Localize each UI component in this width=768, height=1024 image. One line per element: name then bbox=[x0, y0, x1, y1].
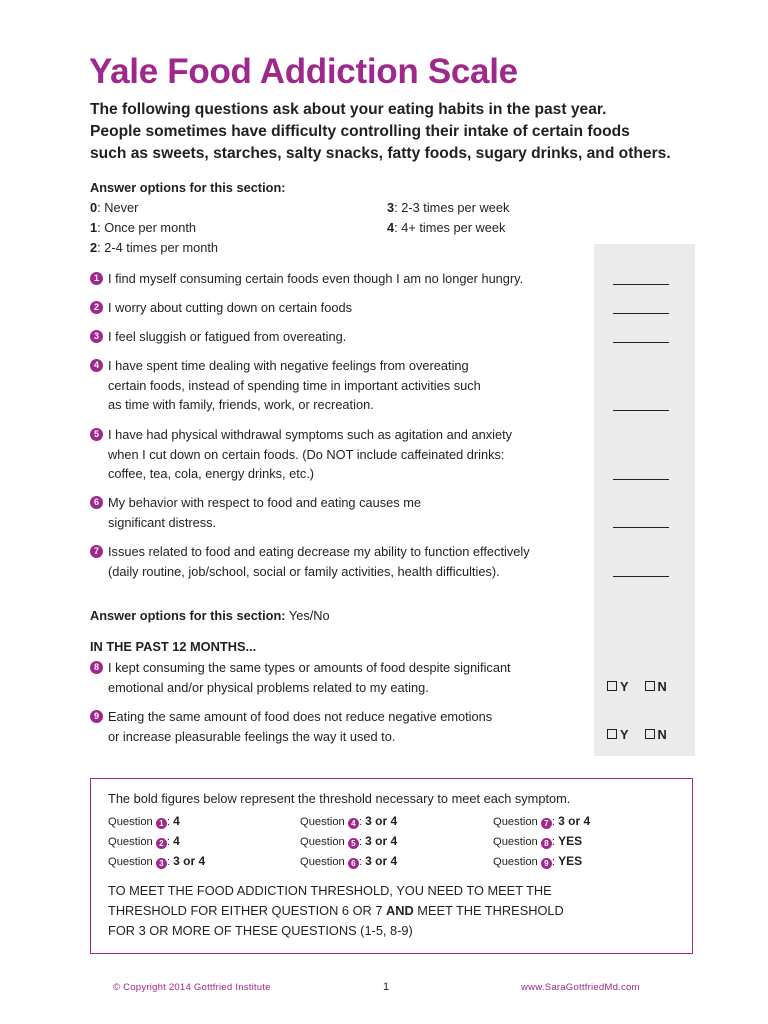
yes-no-9 bbox=[607, 727, 667, 742]
yes-checkbox[interactable] bbox=[607, 729, 617, 739]
yes-label: Y bbox=[620, 679, 629, 694]
question-text: I have spent time dealing with negative feelings from overeating bbox=[108, 358, 469, 373]
question-text: (daily routine, job/school, social or family activities, health difficulties). bbox=[108, 563, 500, 579]
yes-no-8 bbox=[607, 679, 667, 694]
answer-blank-1[interactable] bbox=[613, 284, 669, 285]
question-text: I feel sluggish or fatigued from overeating. bbox=[108, 329, 347, 344]
no-label: N bbox=[657, 727, 667, 742]
question-number-badge: 2 bbox=[90, 301, 103, 314]
question-number-badge: 7 bbox=[90, 545, 103, 558]
answer-blank-4[interactable] bbox=[613, 410, 669, 411]
answer-option-0: 0: Never bbox=[90, 200, 139, 215]
yes-checkbox[interactable] bbox=[607, 681, 617, 691]
answer-option-1: 1: Once per month bbox=[90, 220, 196, 235]
section2-heading: Answer options for this section: Yes/No bbox=[90, 608, 330, 623]
question-number-badge: 5 bbox=[90, 428, 103, 441]
page-title: Yale Food Addiction Scale bbox=[89, 52, 518, 91]
question-text: I have had physical withdrawal symptoms such as agitation and anxiety bbox=[108, 427, 513, 442]
intro-line: People sometimes have difficulty controlling their intake of certain foods bbox=[90, 123, 630, 140]
question-text: coffee, tea, cola, energy drinks, etc.) bbox=[108, 466, 315, 481]
no-checkbox[interactable] bbox=[645, 729, 655, 739]
question-text: when I cut down on certain foods. (Do NOT include caffeinated drinks: bbox=[108, 446, 505, 462]
question-number-badge: 8 bbox=[90, 661, 103, 674]
question-number-badge: 9 bbox=[90, 710, 103, 723]
page-number: 1 bbox=[383, 981, 390, 993]
footer-website[interactable]: www.SaraGottfriedMd.com bbox=[521, 982, 640, 993]
answer-blank-6[interactable] bbox=[613, 527, 669, 528]
section2-subheading: IN THE PAST 12 MONTHS... bbox=[90, 639, 257, 654]
question-text: emotional and/or physical problems related to my eating. bbox=[108, 679, 429, 695]
answer-blank-5[interactable] bbox=[613, 479, 669, 480]
answer-blank-2[interactable] bbox=[613, 313, 669, 314]
intro-line: The following questions ask about your eating habits in the past year. bbox=[90, 101, 607, 118]
threshold-q6: Question 6 : 3 or 4 bbox=[300, 854, 398, 868]
no-label: N bbox=[657, 679, 667, 694]
answer-option-2: 2: 2-4 times per month bbox=[90, 240, 219, 255]
answer-option-4: 4: 4+ times per week bbox=[387, 220, 506, 235]
question-text: certain foods, instead of spending time in important activities such bbox=[108, 377, 481, 393]
question-number-badge: 4 bbox=[90, 359, 103, 372]
threshold-q7: Question 7 : 3 or 4 bbox=[493, 814, 591, 828]
rule-line: FOR 3 OR MORE OF THESE QUESTIONS (1-5, 8-9) bbox=[108, 923, 413, 938]
threshold-q4: Question 4 : 3 or 4 bbox=[300, 814, 398, 828]
threshold-q1: Question 1 : 4 bbox=[108, 814, 180, 828]
question-number-badge: 3 bbox=[90, 330, 103, 343]
yes-label: Y bbox=[620, 727, 629, 742]
footer-copyright: © Copyright 2014 Gottfried Institute bbox=[113, 982, 271, 993]
answer-blank-7[interactable] bbox=[613, 576, 669, 577]
threshold-q9: Question 9 : YES bbox=[493, 854, 583, 868]
intro-line: such as sweets, starches, salty snacks, fatty foods, sugary drinks, and others. bbox=[90, 145, 671, 162]
question-number-badge: 6 bbox=[90, 496, 103, 509]
question-text: I find myself consuming certain foods even though I am no longer hungry. bbox=[108, 271, 524, 286]
threshold-q5: Question 5 : 3 or 4 bbox=[300, 834, 398, 848]
rule-line: TO MEET THE FOOD ADDICTION THRESHOLD, YOU NEED TO MEET THE bbox=[108, 883, 552, 898]
question-text: or increase pleasurable feelings the way it used to. bbox=[108, 728, 396, 744]
question-text: I kept consuming the same types or amounts of food despite significant bbox=[108, 660, 511, 675]
threshold-q2: Question 2 : 4 bbox=[108, 834, 180, 848]
question-text: Issues related to food and eating decrease my ability to function effectively bbox=[108, 544, 530, 559]
no-checkbox[interactable] bbox=[645, 681, 655, 691]
question-text: Eating the same amount of food does not reduce negative emotions bbox=[108, 709, 493, 724]
answer-blank-3[interactable] bbox=[613, 342, 669, 343]
threshold-intro: The bold figures below represent the threshold necessary to meet each symptom. bbox=[108, 791, 571, 806]
question-number-badge: 1 bbox=[90, 272, 103, 285]
intro-text bbox=[90, 99, 710, 165]
question-text: My behavior with respect to food and eating causes me bbox=[108, 495, 421, 510]
question-text: I worry about cutting down on certain foods bbox=[108, 300, 352, 315]
rule-line: THRESHOLD FOR EITHER QUESTION 6 OR 7 AND MEET THE THRESHOLD bbox=[108, 903, 564, 918]
section1-heading: Answer options for this section: bbox=[90, 180, 286, 195]
threshold-q3: Question 3 : 3 or 4 bbox=[108, 854, 206, 868]
answer-option-3: 3: 2-3 times per week bbox=[387, 200, 510, 215]
question-text: significant distress. bbox=[108, 514, 217, 530]
threshold-q8: Question 8 : YES bbox=[493, 834, 583, 848]
question-text: as time with family, friends, work, or recreation. bbox=[108, 397, 374, 412]
threshold-rule bbox=[108, 881, 564, 941]
